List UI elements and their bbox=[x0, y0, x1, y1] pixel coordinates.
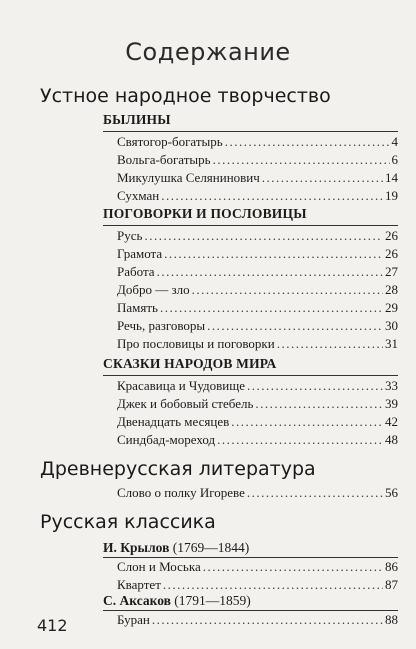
toc-entry-title: Вольга-богатырь bbox=[117, 152, 211, 167]
toc-entry[interactable] bbox=[117, 414, 398, 430]
divider bbox=[103, 610, 398, 611]
toc-entry-title: Память bbox=[117, 300, 158, 315]
toc-entry-page: 86 bbox=[385, 559, 398, 574]
leader-dots bbox=[157, 264, 383, 280]
toc-entry[interactable] bbox=[117, 559, 398, 575]
divider bbox=[103, 557, 398, 558]
author-heading bbox=[103, 593, 251, 609]
toc-entry[interactable] bbox=[117, 152, 398, 168]
toc-entry-page: 31 bbox=[385, 336, 398, 351]
leader-dots bbox=[160, 300, 383, 316]
toc-entry-page: 29 bbox=[385, 300, 398, 315]
toc-entry[interactable] bbox=[117, 300, 398, 316]
toc-entry[interactable] bbox=[117, 246, 398, 262]
toc-entry-page: 28 bbox=[385, 282, 398, 297]
toc-entry-title: Микулушка Селянинович bbox=[117, 170, 260, 185]
toc-entry-page: 88 bbox=[385, 612, 398, 627]
leader-dots bbox=[213, 152, 390, 168]
toc-entry[interactable] bbox=[117, 612, 398, 628]
toc-entry-page: 14 bbox=[385, 170, 398, 185]
toc-entry-page: 39 bbox=[385, 396, 398, 411]
subsection-heading-tales: СКАЗКИ НАРОДОВ МИРА bbox=[103, 356, 277, 371]
leader-dots bbox=[152, 612, 383, 628]
toc-entry[interactable] bbox=[117, 282, 398, 298]
toc-entry-title: Джек и бобовый стебель bbox=[117, 396, 254, 411]
toc-entry[interactable] bbox=[117, 432, 398, 448]
toc-entry-title: Слон и Моська bbox=[117, 559, 201, 574]
toc-entry-page: 30 bbox=[385, 318, 398, 333]
toc-entry-page: 87 bbox=[385, 577, 398, 592]
leader-dots bbox=[247, 378, 383, 394]
author-name: С. Аксаков bbox=[103, 593, 171, 608]
toc-entry[interactable] bbox=[117, 134, 398, 150]
toc-entry-page: 56 bbox=[385, 485, 398, 500]
toc-entry[interactable] bbox=[117, 188, 398, 204]
leader-dots bbox=[161, 188, 383, 204]
toc-entry[interactable] bbox=[117, 485, 398, 501]
page-title: Содержание bbox=[125, 38, 291, 66]
leader-dots bbox=[144, 228, 383, 244]
section-heading-classics: Русская классика bbox=[40, 511, 216, 533]
leader-dots bbox=[192, 282, 383, 298]
page-number: 412 bbox=[37, 616, 68, 635]
leader-dots bbox=[163, 577, 383, 593]
toc-entry-page: 6 bbox=[391, 152, 398, 167]
toc-entry[interactable] bbox=[117, 228, 398, 244]
toc-entry-page: 26 bbox=[385, 246, 398, 261]
toc-entry[interactable] bbox=[117, 378, 398, 394]
toc-entry[interactable] bbox=[117, 577, 398, 593]
toc-entry-title: Синдбад-мореход bbox=[117, 432, 216, 447]
toc-entry[interactable] bbox=[117, 396, 398, 412]
toc-entry-title: Слово о полку Игореве bbox=[117, 485, 245, 500]
subsection-heading-byliny: БЫЛИНЫ bbox=[103, 112, 171, 127]
author-name: И. Крылов bbox=[103, 540, 170, 555]
toc-entry-title: Речь, разговоры bbox=[117, 318, 206, 333]
author-years: (1769—1844) bbox=[172, 540, 250, 555]
toc-entry[interactable] bbox=[117, 170, 398, 186]
leader-dots bbox=[262, 170, 383, 186]
leader-dots bbox=[164, 246, 383, 262]
toc-entry-page: 33 bbox=[385, 378, 398, 393]
toc-entry-title: Двенадцать месяцев bbox=[117, 414, 230, 429]
leader-dots bbox=[207, 318, 383, 334]
leader-dots bbox=[255, 396, 383, 412]
divider bbox=[103, 375, 398, 376]
subsection-heading-proverbs: ПОГОВОРКИ И ПОСЛОВИЦЫ bbox=[103, 206, 307, 221]
toc-entry-title: Красавица и Чудовище bbox=[117, 378, 246, 393]
toc-entry[interactable] bbox=[117, 336, 398, 352]
section-heading-old-russian: Древнерусская литература bbox=[40, 458, 316, 480]
author-heading bbox=[103, 540, 249, 556]
toc-entry-page: 27 bbox=[385, 264, 398, 279]
leader-dots bbox=[203, 559, 383, 575]
leader-dots bbox=[231, 414, 383, 430]
toc-entry-title: Русь bbox=[117, 228, 143, 243]
toc-entry[interactable] bbox=[117, 318, 398, 334]
toc-entry-title: Грамота bbox=[117, 246, 163, 261]
section-heading-oral: Устное народное творчество bbox=[40, 85, 331, 107]
toc-entry[interactable] bbox=[117, 264, 398, 280]
toc-entry-title: Сухман bbox=[117, 188, 160, 203]
leader-dots bbox=[225, 134, 390, 150]
toc-entry-page: 42 bbox=[385, 414, 398, 429]
divider bbox=[103, 131, 398, 132]
toc-entry-page: 19 bbox=[385, 188, 398, 203]
toc-entry-title: Квартет bbox=[117, 577, 161, 592]
toc-entry-page: 26 bbox=[385, 228, 398, 243]
toc-entry-title: Буран bbox=[117, 612, 150, 627]
toc-entry-page: 48 bbox=[385, 432, 398, 447]
divider bbox=[103, 225, 398, 226]
toc-entry-title: Добро — зло bbox=[117, 282, 190, 297]
toc-entry-title: Про пословицы и поговорки bbox=[117, 336, 275, 351]
toc-entry-title: Святогор-богатырь bbox=[117, 134, 223, 149]
leader-dots bbox=[277, 336, 383, 352]
leader-dots bbox=[247, 485, 383, 501]
leader-dots bbox=[217, 432, 383, 448]
toc-entry-title: Работа bbox=[117, 264, 155, 279]
author-years: (1791—1859) bbox=[174, 593, 251, 608]
toc-entry-page: 4 bbox=[391, 134, 398, 149]
